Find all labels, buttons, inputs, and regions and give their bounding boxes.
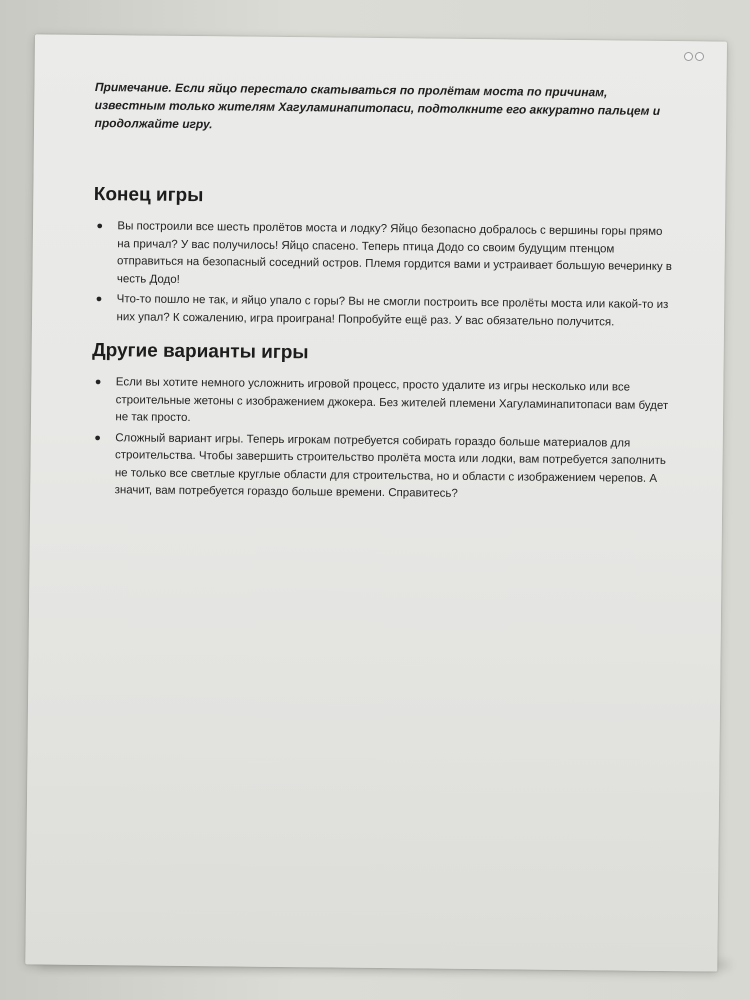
list-item [94, 374, 672, 432]
staple-icon [684, 52, 706, 60]
list-item-text: Сложный вариант игры. Теперь игрокам потребуется собирать гораздо больше материалов для строительства. Чтобы завершить строительство пролёта моста или лодки, вам потребуется заполнить не только все светлые круглые области для строительства, но и области с изображением черепов. А значит, вам потребуется гораздо больше времени. Справитесь? [114, 431, 666, 500]
list-item-text: Что-то пошло не так, и яйцо упало с горы? Вы не смогли построить все пролёты моста или какой-то из них упал? К сожалению, игра проиграна! Попробуйте ещё раз. У вас обязательно получится. [116, 293, 669, 328]
section-title-game-end: Конец игры [93, 183, 204, 207]
note-paragraph: Примечание. Если яйцо перестало скатываться по пролётам моста по причинам, известным только жителям Хагуламинапитопаси, подтолкните его аккуратно пальцем и продолжайте игру. [94, 79, 661, 132]
list-item-text: Вы построили все шесть пролётов моста и лодку? Яйцо безопасно добралось с вершины горы прямо на причал? У вас получилось! Яйцо спасено. Теперь птица Додо со своим будущим птенцом отправиться на безопасный соседний остров. Племя гордится вами и устраивает большую вечеринку в честь Додо! [116, 220, 673, 286]
bullet-icon: ● [95, 293, 103, 306]
list-item-text: Если вы хотите немного усложнить игровой процесс, просто удалите из игры несколько или все строительные жетоны с изображением джокера. Без жителей племени Хагуламинапитопаси вам будет не так просто. [115, 376, 669, 425]
bullet-icon: ● [94, 376, 102, 389]
section-title-variants: Другие варианты игры [92, 339, 309, 364]
bullet-icon: ● [96, 220, 104, 233]
list-item [95, 291, 672, 332]
game-end-list [92, 218, 673, 332]
list-item [96, 218, 674, 294]
variants-list [91, 374, 672, 506]
document-content [91, 78, 675, 509]
bullet-icon: ● [94, 431, 101, 444]
list-item [94, 430, 672, 506]
